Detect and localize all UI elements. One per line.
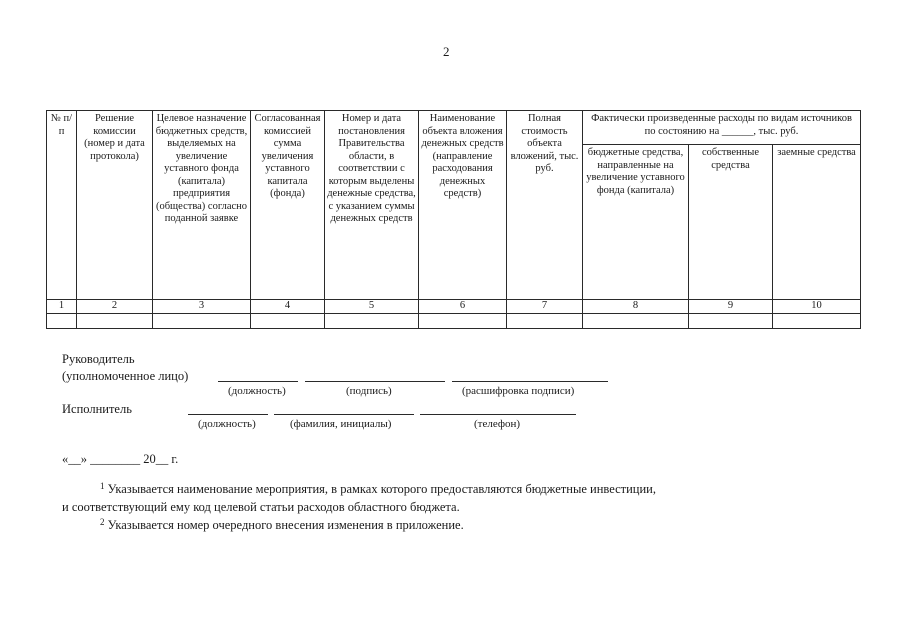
executor-label: Исполнитель — [62, 402, 132, 416]
column-number: 6 — [419, 300, 507, 314]
head-signature-caption: (подпись) — [346, 385, 392, 397]
header-budget-funds: бюджетные средства, направленные на увеличение уставного фонда (капитала) — [583, 145, 689, 300]
executor-phone-caption: (телефон) — [474, 418, 521, 430]
column-number: 1 — [47, 300, 77, 314]
executor-phone-line — [420, 414, 576, 415]
footnote-2 — [100, 517, 840, 534]
column-number: 7 — [507, 300, 583, 314]
column-number: 2 — [77, 300, 153, 314]
column-numbers-row — [47, 300, 861, 314]
table-cell — [77, 314, 153, 329]
header-own-funds: собственные средства — [689, 145, 773, 300]
footnote-1-text: Указывается наименование мероприятия, в рамках которого предоставляются бюджетные инвестиции, — [107, 482, 656, 496]
executor-position-line — [188, 414, 268, 415]
executor-name-caption: (фамилия, инициалы) — [290, 418, 392, 430]
footnote-2-text: Указывается номер очередного внесения изменения в приложение. — [107, 518, 464, 532]
head-position-line — [218, 381, 298, 382]
header-borrowed-funds: заемные средства — [773, 145, 861, 300]
head-label: Руководитель — [62, 352, 135, 366]
header-agreed-sum: Согласованная комиссией сумма увеличения уставного капитала (фонда) — [251, 111, 325, 300]
table-cell — [419, 314, 507, 329]
head-decoding-caption: (расшифровка подписи) — [462, 385, 575, 397]
footnote-1 — [100, 481, 850, 498]
column-number: 9 — [689, 300, 773, 314]
header-commission-decision: Решение комиссии (номер и дата протокола) — [77, 111, 153, 300]
table-cell — [325, 314, 419, 329]
date-line: «__» ________ 20__ г. — [62, 452, 179, 466]
executor-name-line — [274, 414, 414, 415]
header-investment-object: Наименование объекта вложения денежных средств (направление расходования денежных средств) — [419, 111, 507, 300]
head-signature-line — [305, 381, 445, 382]
empty-data-row — [47, 314, 861, 329]
column-number: 3 — [153, 300, 251, 314]
footnote-1-continuation: и соответствующий ему код целевой статьи расходов областного бюджета. — [62, 500, 460, 514]
table-cell — [153, 314, 251, 329]
table-cell — [583, 314, 689, 329]
head-position-caption: (должность) — [228, 385, 286, 397]
header-purpose: Целевое назначение бюджетных средств, выделяемых на увеличение уставного фонда (капитала) предприятия (общества) согласно поданной заявке — [153, 111, 251, 300]
investment-table — [46, 110, 861, 329]
table-cell — [689, 314, 773, 329]
page-number: 2 — [443, 44, 450, 59]
table-cell — [773, 314, 861, 329]
header-full-cost: Полная стоимость объекта вложений, тыс. руб. — [507, 111, 583, 300]
header-resolution: Номер и дата постановления Правительства области, в соответствии с которым выделены денежные средства, с указанием суммы денежных средств — [325, 111, 419, 300]
footnote-2-mark: 2 — [100, 517, 105, 527]
header-actual-expenses: Фактически произведенные расходы по видам источников по состоянию на ______, тыс. руб. — [583, 111, 861, 145]
footnote-1-mark: 1 — [100, 481, 105, 491]
column-number: 10 — [773, 300, 861, 314]
executor-position-caption: (должность) — [198, 418, 256, 430]
column-number: 5 — [325, 300, 419, 314]
header-number: № п/п — [47, 111, 77, 300]
table-cell — [47, 314, 77, 329]
table-cell — [507, 314, 583, 329]
column-number: 8 — [583, 300, 689, 314]
head-authorized-label: (уполномоченное лицо) — [62, 369, 189, 383]
column-number: 4 — [251, 300, 325, 314]
head-decoding-line — [452, 381, 608, 382]
table-cell — [251, 314, 325, 329]
